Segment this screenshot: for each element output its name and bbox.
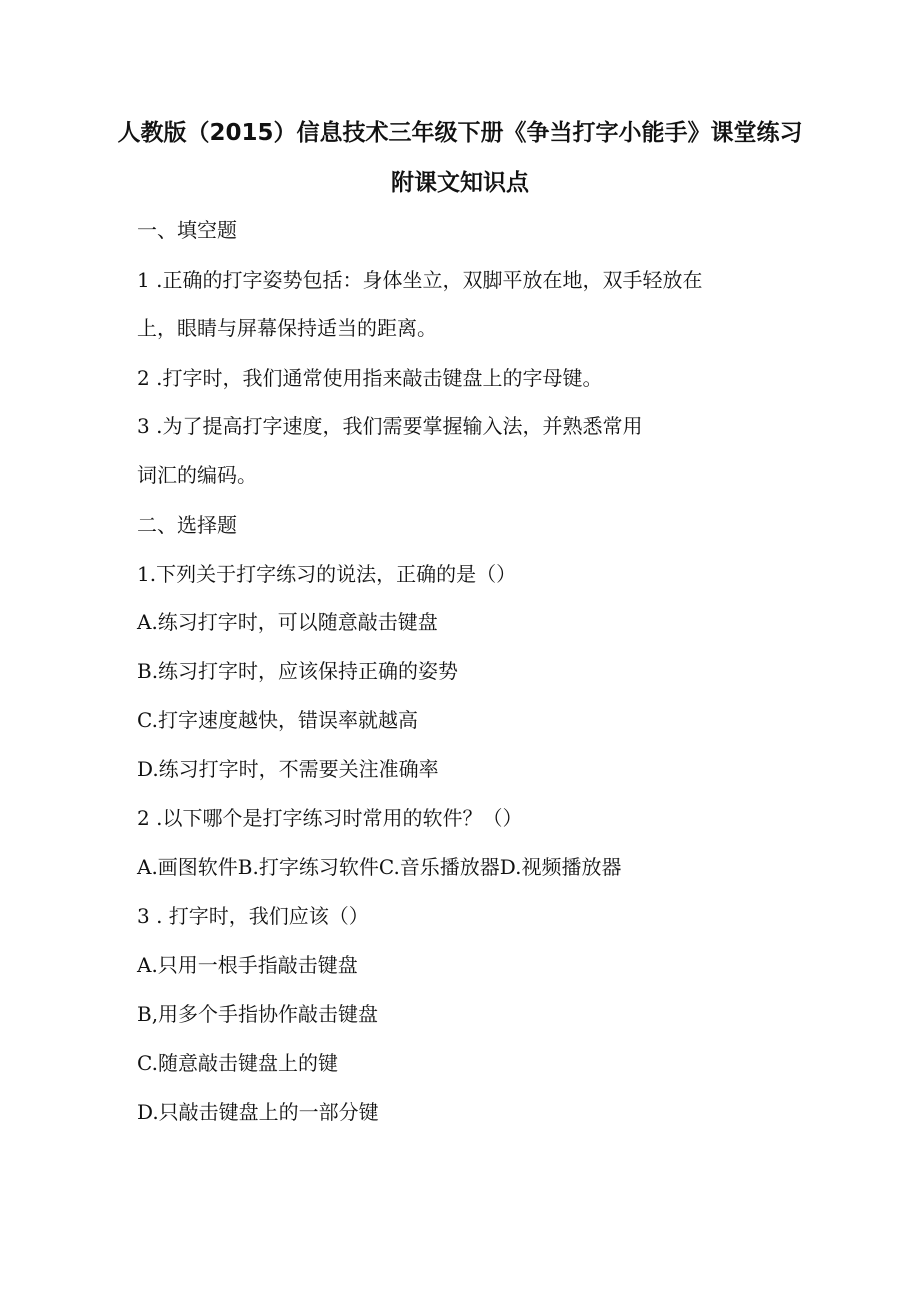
fill-blank-question-2: 2 .打字时，我们通常使用指来敲击键盘上的字母键。 [137,366,603,390]
choice-question-2-options: A.画图软件B.打字练习软件C.音乐播放器D.视频播放器 [137,855,622,879]
choice-question-1-option-b: B.练习打字时，应该保持正确的姿势 [137,659,459,683]
choice-question-1-option-c: C.打字速度越快，错误率就越高 [137,708,418,732]
choice-question-3-option-a: A.只用一根手指敲击键盘 [137,953,358,977]
choice-question-1-option-d: D.练习打字时，不需要关注准确率 [137,757,439,781]
fill-blank-question-3-line-2: 词汇的编码。 [137,463,257,487]
title-line-1: 人教版（2015）信息技术三年级下册《争当打字小能手》课堂练习 [117,120,803,146]
choice-question-2-stem: 2 .以下哪个是打字练习时常用的软件？（） [137,806,523,830]
fill-blank-question-3-line-1: 3 .为了提高打字速度，我们需要掌握输入法，并熟悉常用 [137,414,643,438]
title-line-2: 附课文知识点 [391,170,529,196]
section-heading-fill-blank: 一、填空题 [137,218,237,242]
choice-question-3-option-c: C.随意敲击键盘上的键 [137,1051,338,1075]
choice-question-1-stem: 1.下列关于打字练习的说法，正确的是（） [137,562,517,586]
section-heading-multiple-choice: 二、选择题 [137,513,237,537]
choice-question-3-stem: 3 . 打字时，我们应该（） [137,904,369,928]
choice-question-1-option-a: A.练习打字时，可以随意敲击键盘 [137,610,438,634]
choice-question-3-option-b: B,用多个手指协作敲击键盘 [137,1002,379,1026]
choice-question-3-option-d: D.只敲击键盘上的一部分键 [137,1100,379,1124]
fill-blank-question-1-line-2: 上，眼睛与屏幕保持适当的距离。 [137,316,437,340]
fill-blank-question-1-line-1: 1 .正确的打字姿势包括：身体坐立，双脚平放在地，双手轻放在 [137,268,703,292]
